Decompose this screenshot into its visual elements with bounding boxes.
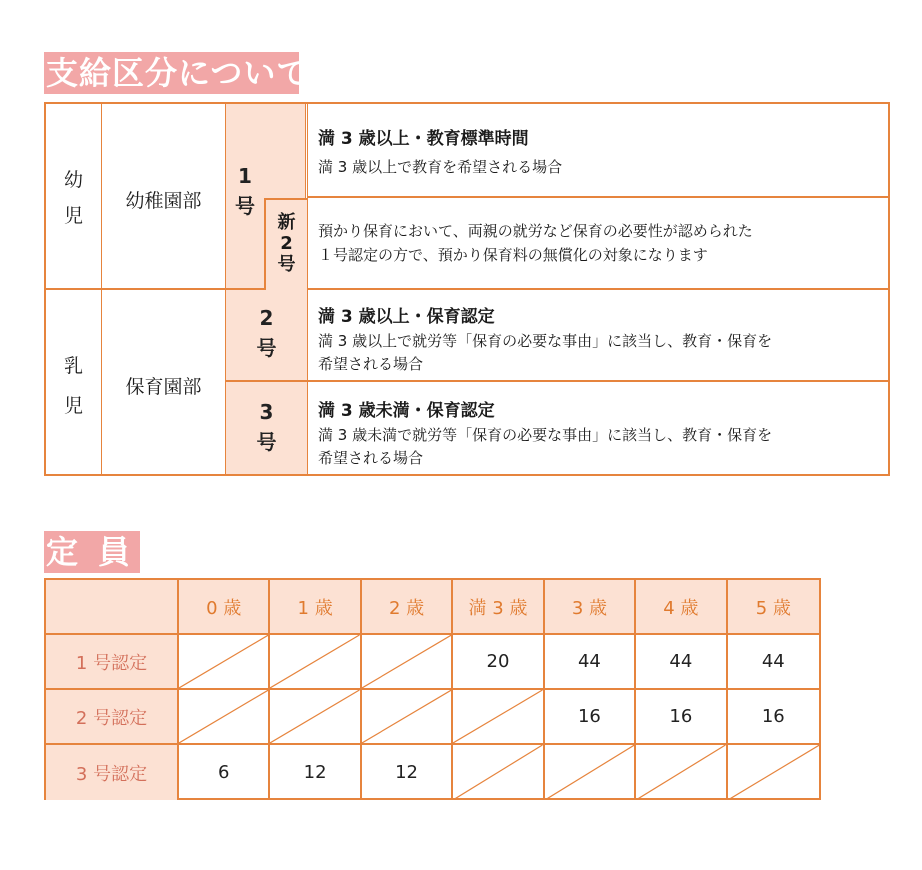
section-heading-eligibility: 支給区分について: [46, 54, 310, 92]
capacity-cell: [545, 690, 636, 745]
cert-2-cell: [226, 290, 308, 382]
column-header-label: 1 歳: [297, 597, 333, 619]
capacity-cell: [453, 690, 544, 745]
empty-slash: [179, 690, 268, 743]
cert-2-suffix: 号: [256, 336, 277, 360]
heading-char: 員: [98, 533, 131, 571]
description-title: 満 3 歳以上・保育認定: [318, 307, 495, 327]
column-header-label: 4 歳: [663, 597, 699, 619]
row-header: [46, 745, 179, 800]
description-cell: [307, 198, 890, 290]
description-line: 預かり保育において、両親の就労など保育の必要性が認められた: [318, 222, 753, 240]
capacity-cell: [179, 690, 270, 745]
diagonal-line: [636, 745, 725, 800]
row-header-label: 3 号認定: [75, 763, 148, 785]
description-line: 満 3 歳以上で就労等「保育の必要な事由」に該当し、教育・保育を: [318, 332, 773, 350]
empty-slash: [453, 745, 542, 800]
cert-1-suffix: 号: [235, 194, 255, 218]
empty-slash: [362, 635, 451, 688]
capacity-value: 6: [217, 762, 230, 783]
diagonal-line: [453, 690, 542, 743]
capacity-cell: [728, 635, 819, 690]
capacity-value: 44: [577, 651, 601, 672]
row-header-label: 2 号認定: [75, 707, 148, 729]
corner-header-cell: [46, 580, 179, 635]
capacity-cell: [179, 745, 270, 800]
capacity-value: 16: [761, 706, 785, 727]
column-header: [362, 580, 453, 635]
eligibility-table: [44, 102, 890, 476]
capacity-cell: [636, 690, 727, 745]
department-label: 保育園部: [125, 376, 202, 398]
cert-new2-char: 新: [277, 212, 296, 233]
category-cell-toddler: [46, 290, 102, 474]
cert-3-suffix: 号: [256, 430, 277, 454]
empty-slash: [728, 745, 819, 800]
diagonal-line: [270, 635, 359, 688]
column-header-label: 0 歳: [206, 597, 242, 619]
empty-slash: [270, 690, 359, 743]
description-cell: [307, 290, 890, 382]
capacity-cell: [362, 635, 453, 690]
capacity-value: 16: [669, 706, 693, 727]
description-line: 満 3 歳未満で就労等「保育の必要な事由」に該当し、教育・保育を: [318, 426, 773, 444]
row-header-label: 1 号認定: [75, 652, 148, 674]
capacity-cell: [636, 745, 727, 800]
column-header: [453, 580, 544, 635]
capacity-cell: [270, 745, 361, 800]
cert-new2-char: 2: [280, 233, 293, 254]
column-header: [179, 580, 270, 635]
capacity-table: [44, 578, 821, 800]
empty-slash: [545, 745, 634, 800]
column-header: [728, 580, 819, 635]
empty-slash: [362, 690, 451, 743]
cert-new2-char: 号: [277, 254, 296, 275]
category-char: 児: [63, 205, 83, 227]
cert-1-number: 1: [238, 164, 252, 188]
department-cell-nursery: [102, 290, 226, 474]
capacity-value: 12: [395, 762, 419, 783]
section-heading-capacity: [44, 531, 140, 573]
cert-3-number: 3: [259, 400, 274, 424]
cert-new2-cell: [264, 198, 308, 290]
capacity-cell: [636, 635, 727, 690]
column-header: [270, 580, 361, 635]
empty-slash: [453, 690, 542, 743]
capacity-value: 44: [761, 651, 785, 672]
diagonal-line: [270, 690, 359, 743]
empty-slash: [636, 745, 725, 800]
description-title: 満 3 歳以上・教育標準時間: [318, 129, 529, 149]
capacity-value: 12: [303, 762, 327, 783]
capacity-cell: [545, 745, 636, 800]
column-header: [545, 580, 636, 635]
diagonal-line: [179, 635, 268, 688]
diagonal-line: [453, 745, 542, 800]
empty-slash: [179, 635, 268, 688]
heading-char: 定: [46, 533, 79, 571]
empty-slash: [270, 635, 359, 688]
category-cell-infant: [46, 104, 102, 290]
capacity-cell: [728, 690, 819, 745]
description-cell: [307, 382, 890, 474]
diagonal-line: [362, 635, 451, 688]
column-header: [636, 580, 727, 635]
capacity-cell: [362, 690, 453, 745]
diagonal-line: [179, 690, 268, 743]
column-header-label: 5 歳: [755, 597, 791, 619]
column-header-label: 2 歳: [388, 597, 425, 619]
column-header-label: 3 歳: [571, 597, 608, 619]
category-char: 乳: [63, 355, 83, 377]
diagonal-line: [362, 690, 451, 743]
capacity-value: 44: [669, 651, 693, 672]
capacity-cell: [270, 635, 361, 690]
description-cell: [307, 104, 890, 198]
capacity-cell: [453, 745, 544, 800]
capacity-cell: [728, 745, 819, 800]
department-cell-kindergarten: [102, 104, 226, 290]
row-header: [46, 690, 179, 745]
diagonal-line: [545, 745, 634, 800]
capacity-value: 16: [577, 706, 601, 727]
cert-3-cell: [226, 382, 308, 474]
capacity-cell: [362, 745, 453, 800]
description-line: 希望される場合: [318, 355, 424, 373]
capacity-cell: [545, 635, 636, 690]
capacity-value: 20: [486, 651, 510, 672]
cert-2-number: 2: [259, 306, 274, 330]
capacity-cell: [179, 635, 270, 690]
description-line: 満 3 歳以上で教育を希望される場合: [318, 158, 563, 176]
department-label: 幼稚園部: [125, 190, 202, 212]
capacity-cell: [453, 635, 544, 690]
row-header: [46, 635, 179, 690]
description-line: 希望される場合: [318, 449, 424, 467]
description-title: 満 3 歳未満・保育認定: [318, 401, 495, 421]
capacity-cell: [270, 690, 361, 745]
category-char: 幼: [63, 169, 83, 191]
description-line: １号認定の方で、預かり保育料の無償化の対象になります: [318, 246, 708, 264]
category-char: 児: [63, 395, 83, 417]
diagonal-line: [728, 745, 819, 800]
column-header-label: 満 3 歳: [468, 597, 528, 619]
